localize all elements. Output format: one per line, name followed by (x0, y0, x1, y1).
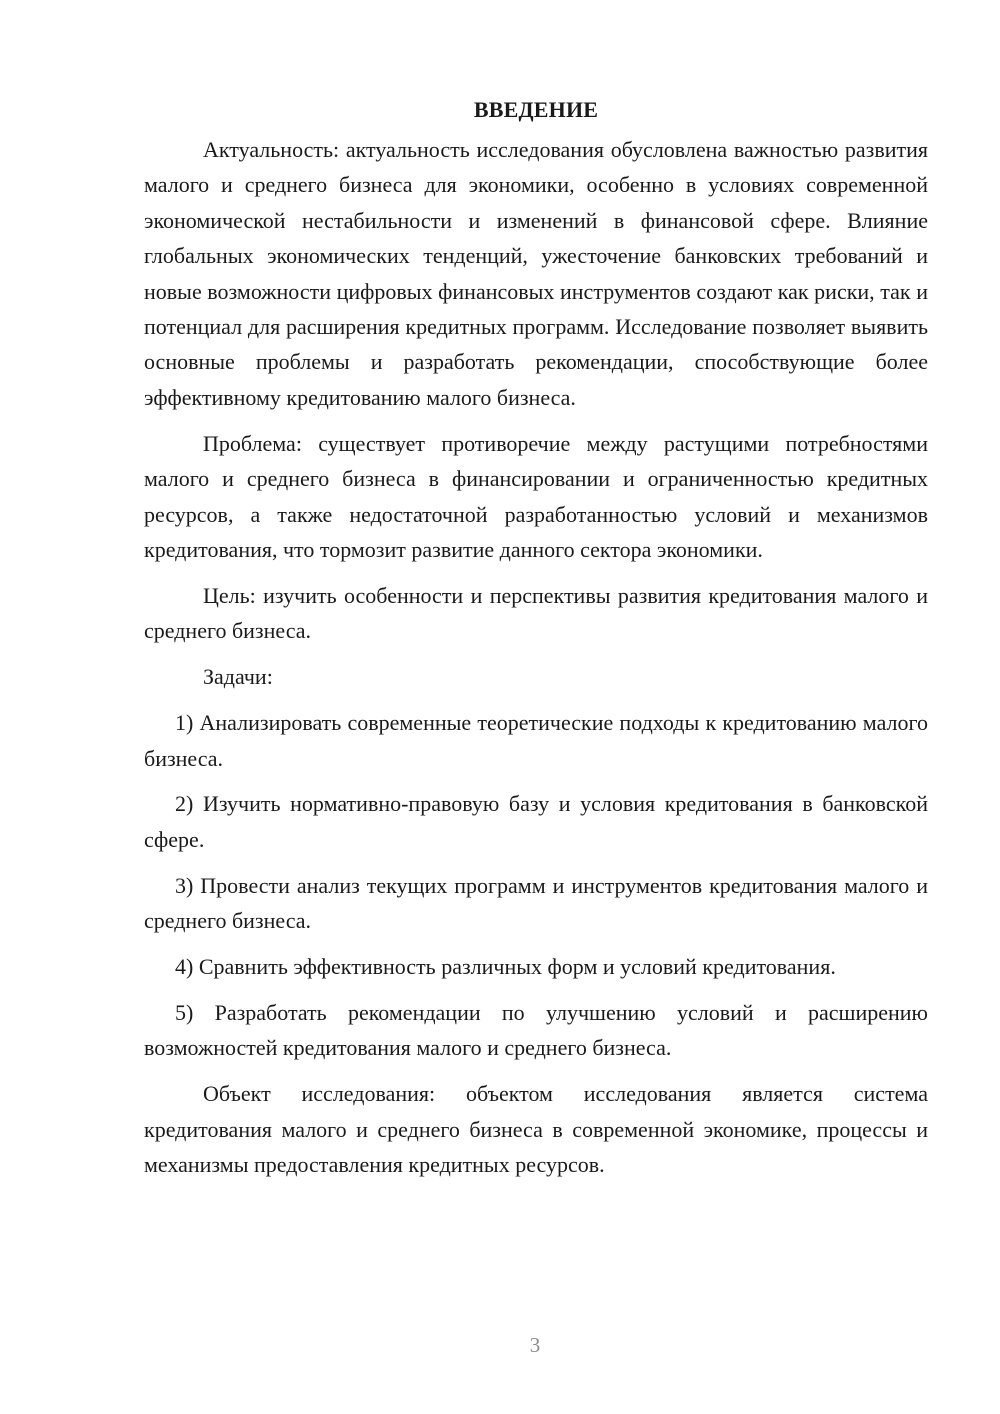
tasks-heading: Задачи: (203, 664, 273, 690)
document-body (144, 92, 928, 1182)
relevance-paragraph: Актуальность: актуальность исследования обусловлена важностью развития малого и среднего бизнеса для экономики, особенно в условиях современной экономической нестабильности и изменений в финансовой сфере. Влияние глобальных экономических тенденций, ужесточение банковских требований и новые возможности цифровых финансовых инструментов создают как риски, так и потенциал для расширения кредитных программ. Исследование позволяет выявить основные проблемы и разработать рекомендации, способствующие более эффективному кредитованию малого бизнеса. (144, 137, 928, 410)
task-item-4: 4) Сравнить эффективность различных форм и условий кредитования. (175, 954, 836, 980)
task-item-2: 2) Изучить нормативно-правовую базу и условия кредитования в банковской сфере. (144, 791, 928, 852)
problem-paragraph: Проблема: существует противоречие между растущими потребностями малого и среднего бизнеса в финансировании и ограниченностью кредитных ресурсов, а также недостаточной разработанностью условий и механизмов кредитования, что тормозит развитие данного сектора экономики. (144, 430, 928, 562)
goal-paragraph: Цель: изучить особенности и перспективы развития кредитования малого и среднего бизнеса. (144, 582, 928, 644)
task-item-1: 1) Анализировать современные теоретические подходы к кредитованию малого бизнеса. (144, 710, 928, 771)
page-number: 3 (529, 1333, 541, 1357)
object-paragraph: Объект исследования: объектом исследования является система кредитования малого и среднего бизнеса в современной экономике, процессы и механизмы предоставления кредитных ресурсов. (144, 1081, 928, 1178)
section-title: ВВЕДЕНИЕ (473, 97, 599, 122)
task-item-5: 5) Разработать рекомендации по улучшению условий и расширению возможностей кредитования малого и среднего бизнеса. (144, 999, 928, 1061)
task-item-3: 3) Провести анализ текущих программ и инструментов кредитования малого и среднего бизнеса. (144, 872, 928, 934)
